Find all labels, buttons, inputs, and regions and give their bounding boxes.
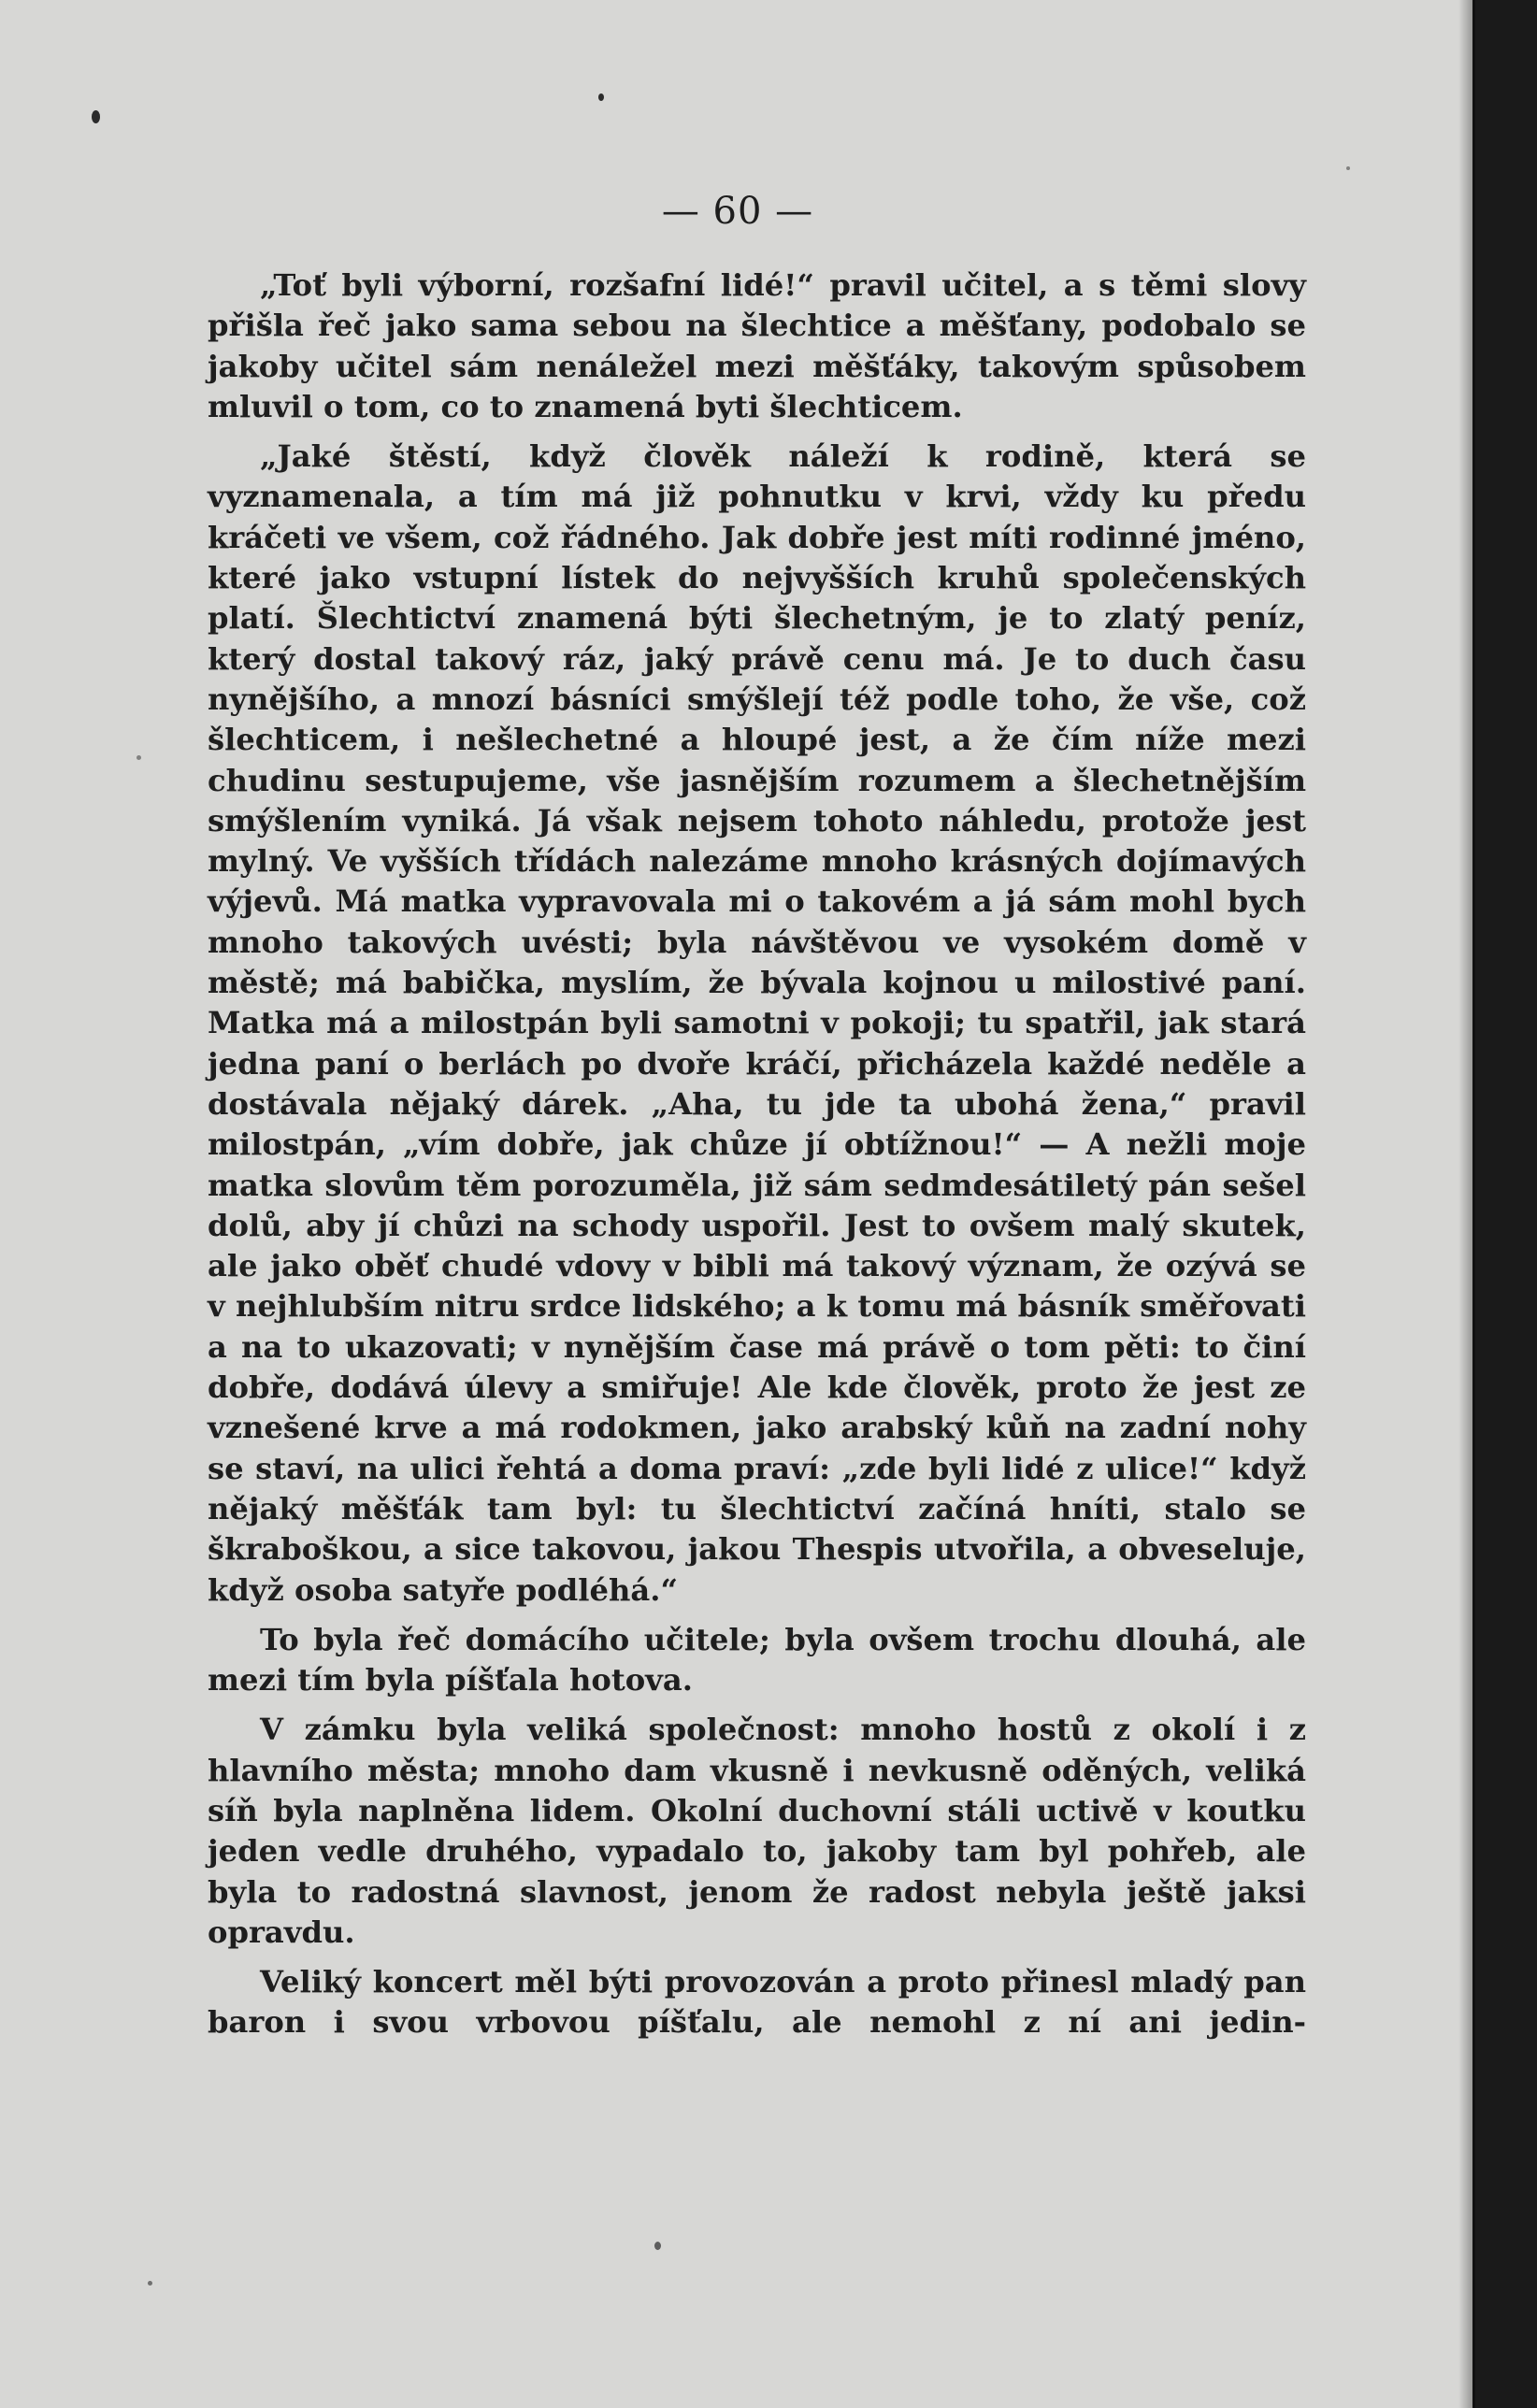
paper-speck (92, 110, 100, 123)
page-edge-line (1472, 0, 1475, 2408)
body-text (208, 265, 1306, 2043)
paper-speck (1346, 166, 1350, 170)
paper-speck (654, 2242, 661, 2250)
paragraph: „Jaké štěstí, když člověk náleží k rodině, která se vyznamenala, a tím má již pohnutku v krvi, vždy ku předu kráčeti ve všem, což řádného. Jak dobře jest míti rodinné jméno, které jako vstupní lístek do nejvyšších kruhů společenských platí. Šlechtictví znamená býti šlechetným, je to zlatý peníz, který dostal takový ráz, jaký právě cenu má. Je to duch času nynějšího, a mnozí básníci smýšlejí též podle toho, že vše, což šlechticem, i nešlechetné a hloupé jest, a že čím níže mezi chudinu sestupujeme, vše jasnějším rozumem a šlechetnějším smýšlením vyniká. Já však nejsem tohoto náhledu, protože jest mylný. Ve vyšších třídách nalezáme mnoho krásných dojímavých výjevů. Má matka vypravovala mi o takovém a já sám mohl bych mnoho takových uvésti; byla návštěvou ve vysokém domě v městě; má babička, myslím, že bývala kojnou u milostivé paní. Matka má a milostpán byli samotni v pokoji; tu spatřil, jak stará jedna paní o berlách po dvoře kráčí, přicházela každé neděle a dostávala nějaký dárek. „Aha, tu jde ta ubohá žena,“ pravil milostpán, „vím dobře, jak chůze jí obtížnou!“ — A nežli moje matka slovům těm porozuměla, již sám sedmdesátiletý pán sešel dolů, aby jí chůzi na schody uspořil. Jest to ovšem malý skutek, ale jako oběť chudé vdovy v bibli má takový význam, že ozývá se v nejhlubším nitru srdce lidského; a k tomu má básník směřovati a na to ukazovati; v nynějším čase má právě o tom pěti: to činí dobře, dodává úlevy a smiřuje! Ale kde člověk, proto že jest ze vznešené krve a má rodokmen, jako arabský kůň na zadní nohy se staví, na ulici řehtá a doma praví: „zde byli lidé z ulice!“ když nějaký měšťák tam byl: tu šlechtictví začíná hníti, stalo se škraboškou, a sice takovou, jakou Thespis utvořila, a obveseluje, když osoba satyře podléhá.“ (208, 438, 1306, 1608)
paper-speck (598, 93, 604, 101)
paragraph: „Toť byli výborní, rozšafní lidé!“ pravil učitel, a s těmi slovy přišla řeč jako sama sebou na šlechtice a měšťany, podobalo se jakoby učitel sám nenáležel mezi měšťáky, takovým spůsobem mluvil o tom, co to znamená byti šlechticem. (208, 267, 1306, 424)
paragraph: Veliký koncert měl býti provozován a proto přinesl mladý pan baron i svou vrbovou píšťalu, ale nemohl z ní ani jedin- (208, 1964, 1306, 2041)
paper-speck (136, 755, 141, 760)
paragraph: To byla řeč domácího učitele; byla ovšem trochu dlouhá, ale mezi tím byla píšťala hotova. (208, 1621, 1306, 1698)
paper-speck (148, 2281, 152, 2286)
paragraph: V zámku byla veliká společnost: mnoho hostů z okolí i z hlavního města; mnoho dam vkusně i nevkusně oděných, veliká síň byla naplněna lidem. Okolní duchovní stáli uctivě v koutku jeden vedle druhého, vypadalo to, jakoby tam byl pohřeb, ale byla to radostná slavnost, jenom že radost nebyla ještě jaksi opravdu. (208, 1712, 1306, 1950)
page-number: — 60 — (661, 190, 814, 233)
